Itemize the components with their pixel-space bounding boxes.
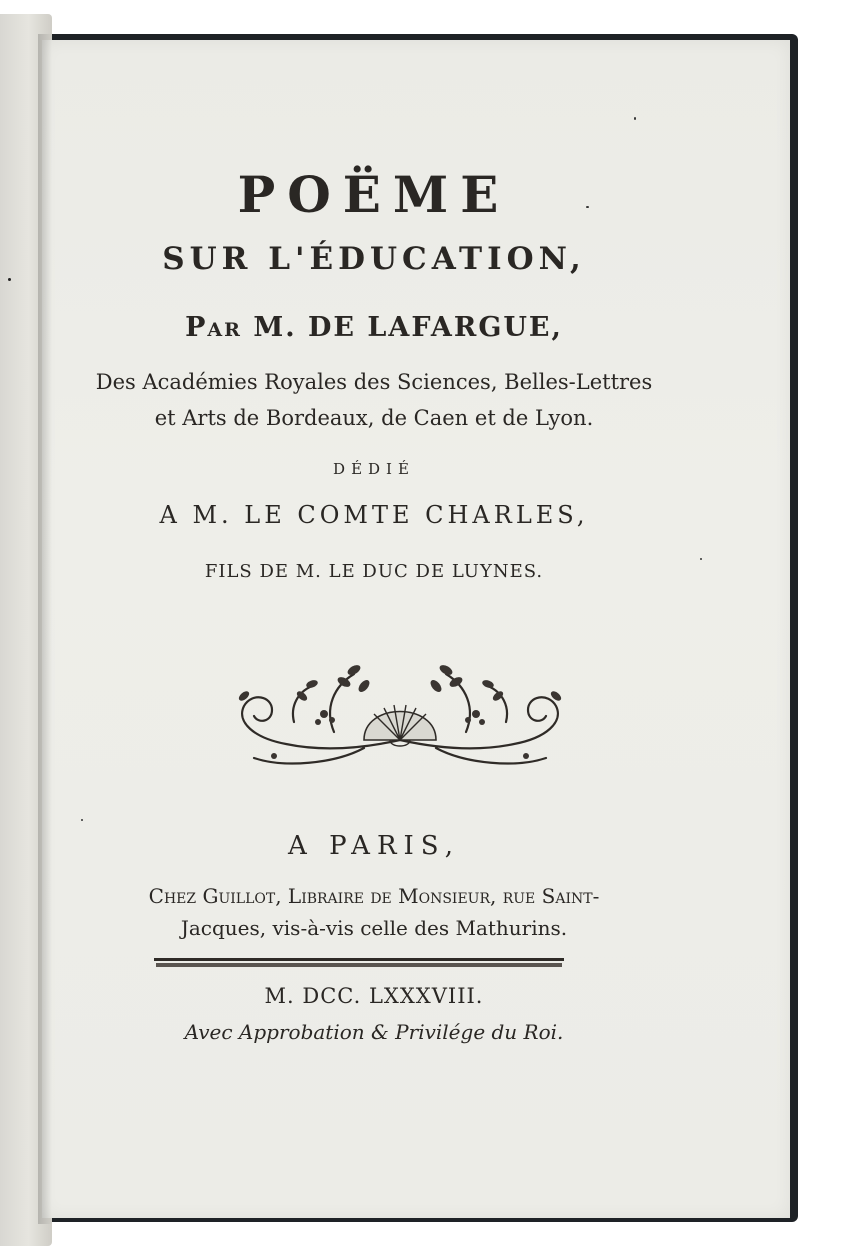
ink-speck xyxy=(8,278,11,281)
dedicatee-relation: FILS DE M. LE DUC DE LUYNES. xyxy=(204,561,544,582)
imprint-line-1: Chez Guillot, Libraire de Monsieur, rue Saint- xyxy=(148,884,600,908)
book-title: POËME xyxy=(237,165,511,224)
ink-speck xyxy=(586,206,589,208)
publication-year: M. DCC. LXXXVIII. xyxy=(264,984,484,1008)
imprint-line-2: Jacques, vis-à-vis celle des Mathurins. xyxy=(180,916,568,940)
double-rule-divider xyxy=(154,957,564,969)
dedicatee: A M. LE COMTE CHARLES, xyxy=(159,501,589,529)
book-subtitle: SUR L'ÉDUCATION, xyxy=(162,241,586,277)
ink-speck xyxy=(700,558,702,560)
affiliation-line-2: et Arts de Bordeaux, de Caen et de Lyon. xyxy=(154,406,594,430)
author-line: Par M. DE LAFARGUE, xyxy=(185,312,563,343)
ink-speck xyxy=(634,117,636,120)
imprint-city: A PARIS, xyxy=(288,831,460,861)
shell-and-foliage-vignette-icon xyxy=(214,652,586,774)
affiliation-line-1: Des Académies Royales des Sciences, Belles-Lettres xyxy=(95,370,653,394)
privilege-line: Avec Approbation & Privilége du Roi. xyxy=(184,1020,564,1044)
dedication-label: DÉDIÉ xyxy=(333,460,415,478)
ink-speck xyxy=(81,819,83,821)
